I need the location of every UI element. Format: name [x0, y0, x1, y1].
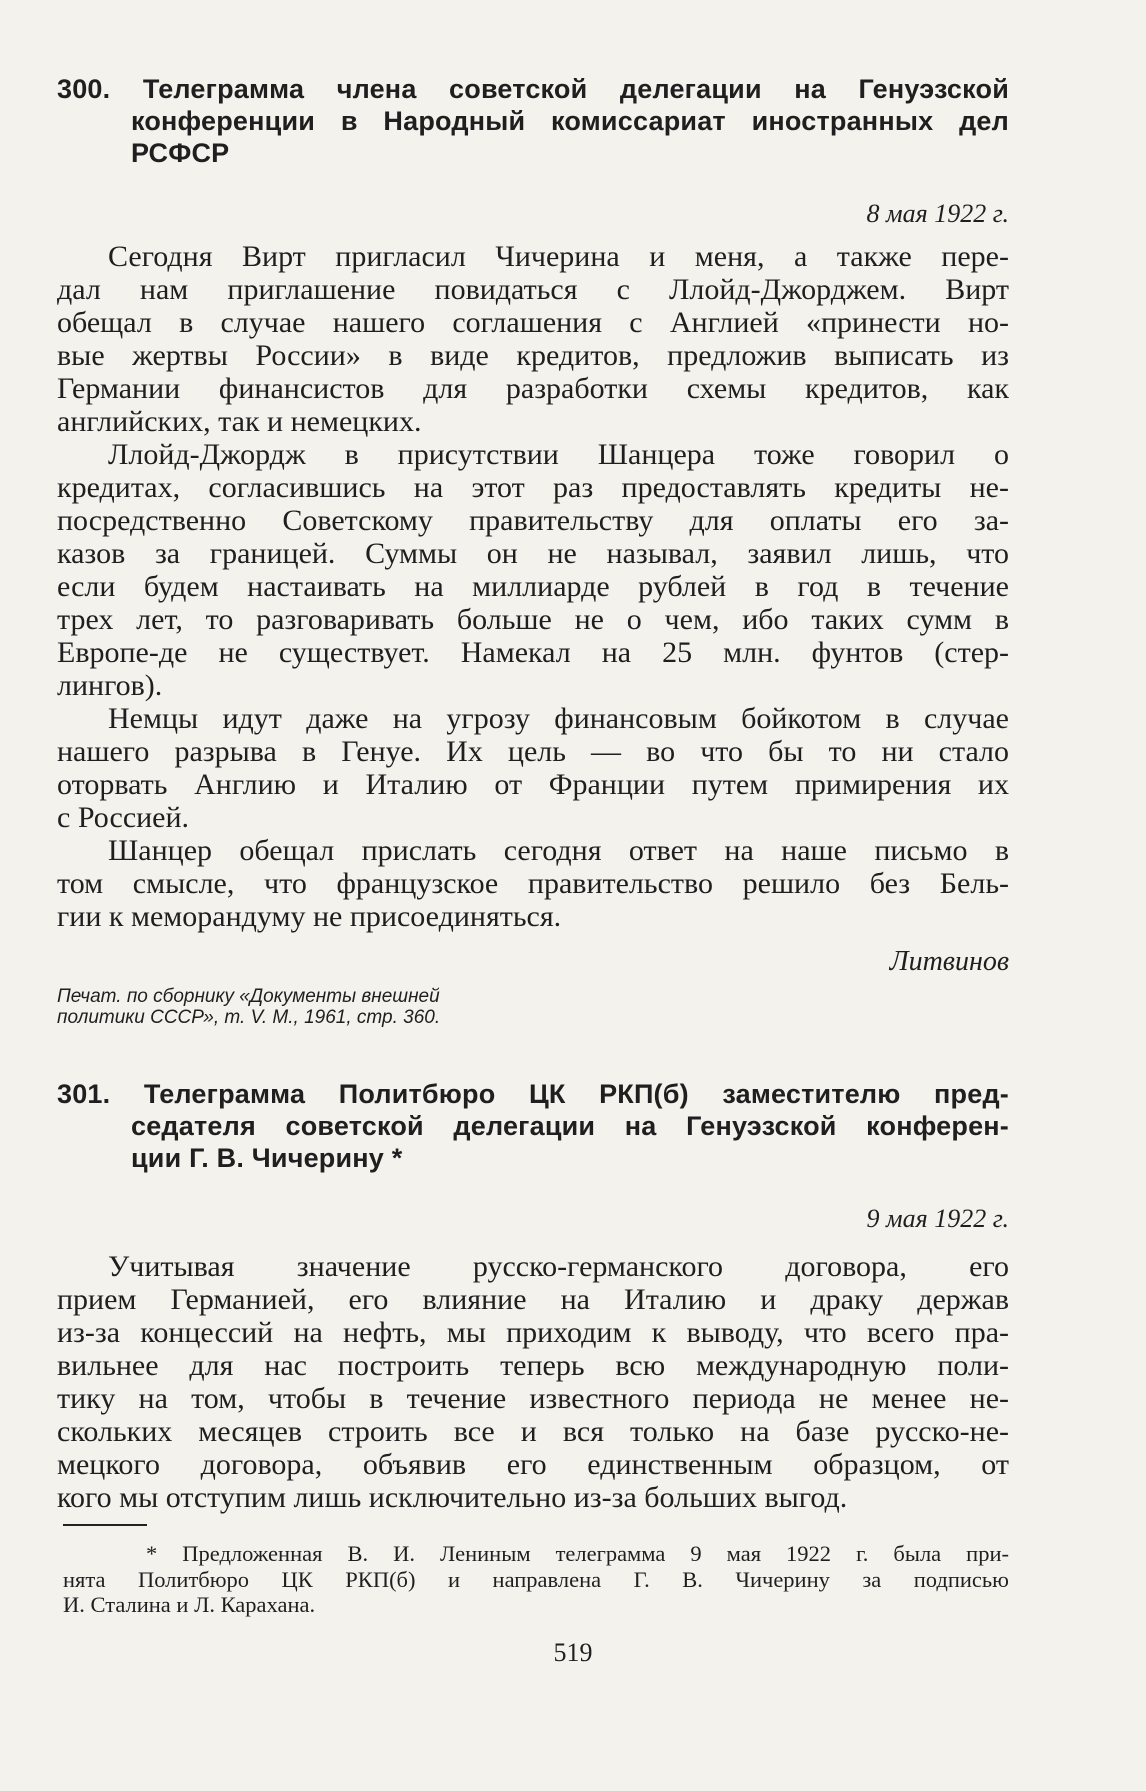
- source-note-line: Печат. по сборнику «Документы внешней: [57, 986, 440, 1007]
- page-number: 519: [553, 1638, 593, 1667]
- text-line: Ллойд-Джордж в присутствии Шанцера тоже говорил о: [108, 438, 1009, 471]
- text-line: том смысле, что французское правительство решило без Бель-: [57, 867, 1009, 900]
- title-line: 300. Телеграмма члена советской делегации на Генуэзской: [57, 74, 1009, 104]
- text-line: посредственно Советскому правительству для оплаты его за-: [57, 504, 1009, 537]
- text-line: дал нам приглашение повидаться с Ллойд-Джорджем. Вирт: [57, 273, 1009, 306]
- title-line: седателя советской делегации на Генуэзской конферен-: [131, 1111, 1009, 1141]
- text-line: обещал в случае нашего соглашения с Англией «принести но-: [57, 306, 1009, 339]
- text-line: Германии финансистов для разработки схемы кредитов, как: [57, 372, 1009, 405]
- text-line: мецкого договора, объявив его единственным образцом, от: [57, 1448, 1009, 1481]
- text-line: гии к меморандуму не присоединяться.: [57, 900, 562, 933]
- footnote-divider: [63, 1524, 147, 1526]
- text-line: кого мы отступим лишь исключительно из-за больших выгод.: [57, 1481, 848, 1514]
- document-300-paragraph-4: [57, 834, 1009, 933]
- text-line: Шанцер обещал прислать сегодня ответ на наше письмо в: [108, 834, 1009, 867]
- text-line: кредитах, согласившись на этот раз предоставлять кредиты не-: [57, 471, 1009, 504]
- signature: Литвинов: [889, 946, 1009, 977]
- text-line: нашего разрыва в Генуе. Их цель — во что бы то ни стало: [57, 735, 1009, 768]
- title-line: конференции в Народный комиссариат иностранных дел: [131, 106, 1009, 136]
- document-300-paragraph-3: [57, 702, 1009, 834]
- footnote-line: И. Сталина и Л. Карахана.: [63, 1592, 316, 1618]
- text-line: с Россией.: [57, 801, 190, 834]
- text-line: прием Германией, его влияние на Италию и драку держав: [57, 1283, 1009, 1316]
- source-note-line: политики СССР», т. V. М., 1961, стр. 360.: [57, 1007, 441, 1028]
- document-301-body: [57, 1250, 1009, 1514]
- text-line: из-за концессий на нефть, мы приходим к выводу, что всего пра-: [57, 1316, 1009, 1349]
- title-line: 301. Телеграмма Политбюро ЦК РКП(б) заместителю пред-: [57, 1079, 1009, 1109]
- footnote: [63, 1541, 1009, 1618]
- text-line: тику на том, чтобы в течение известного периода не менее не-: [57, 1382, 1009, 1415]
- text-line: если будем настаивать на миллиарде рублей в год в течение: [57, 570, 1009, 603]
- source-note: [57, 986, 440, 1028]
- text-line: вые жертвы России» в виде кредитов, предложив выписать из: [57, 339, 1009, 372]
- text-line: скольких месяцев строить все и вся только на базе русско-не-: [57, 1415, 1009, 1448]
- text-line: Немцы идут даже на угрозу финансовым бойкотом в случае: [108, 702, 1009, 735]
- title-line: ции Г. В. Чичерину *: [131, 1143, 403, 1173]
- text-line: оторвать Англию и Италию от Франции путем примирения их: [57, 768, 1009, 801]
- title-line: РСФСР: [131, 138, 230, 168]
- text-line: Европе-де не существует. Намекал на 25 млн. фунтов (стер-: [57, 636, 1009, 669]
- document-300-body: [57, 240, 1009, 933]
- document-300-paragraph-2: [57, 438, 1009, 702]
- document-300-date: 8 мая 1922 г.: [866, 199, 1009, 228]
- footnote-line: * Предложенная В. И. Лениным телеграмма 9 мая 1922 г. была при-: [146, 1541, 1009, 1566]
- document-301-date: 9 мая 1922 г.: [866, 1204, 1009, 1233]
- text-line: лингов).: [57, 669, 163, 702]
- text-line: английских, так и немецких.: [57, 405, 422, 438]
- document-301-title: [57, 1078, 1009, 1174]
- text-line: трех лет, то разговаривать больше не о чем, ибо таких сумм в: [57, 603, 1009, 636]
- text-line: Сегодня Вирт пригласил Чичерина и меня, а также пере-: [108, 240, 1009, 273]
- document-301-paragraph-1: [57, 1250, 1009, 1514]
- text-line: казов за границей. Суммы он не называл, заявил лишь, что: [57, 537, 1009, 570]
- document-300-title: [57, 73, 1009, 169]
- document-300-paragraph-1: [57, 240, 1009, 438]
- text-line: вильнее для нас построить теперь всю международную поли-: [57, 1349, 1009, 1382]
- text-line: Учитывая значение русско-германского договора, его: [108, 1250, 1009, 1283]
- footnote-line: нята Политбюро ЦК РКП(б) и направлена Г. В. Чичерину за подписью: [63, 1566, 1009, 1592]
